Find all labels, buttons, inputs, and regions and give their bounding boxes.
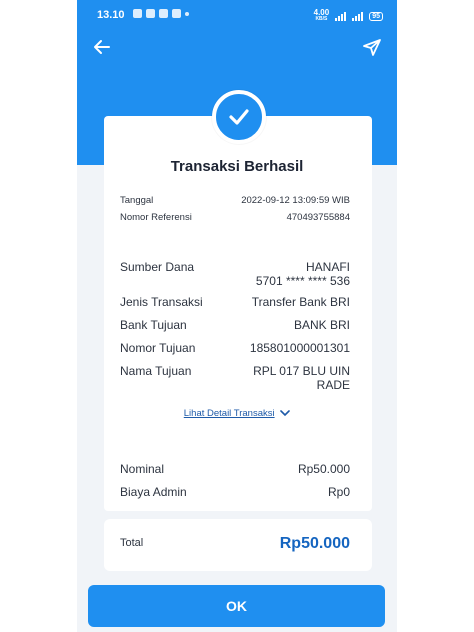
- transaction-type-row: [120, 295, 350, 309]
- status-indicators: [314, 9, 383, 23]
- destination-name-label: Nama Tujuan: [120, 364, 192, 378]
- notification-app-icon: [146, 9, 155, 18]
- date-row: [120, 195, 350, 206]
- transaction-type-label: Jenis Transaksi: [120, 295, 203, 309]
- notification-app-icon: [159, 9, 168, 18]
- destination-bank-row: [120, 318, 350, 332]
- phone-screen: [77, 0, 397, 632]
- ok-button[interactable]: OK: [88, 585, 385, 627]
- destination-name-line1: RPL 017 BLU UIN: [253, 364, 350, 378]
- view-transaction-detail-link[interactable]: [77, 408, 397, 419]
- destination-name-row: [120, 364, 350, 392]
- notification-icons: [133, 9, 189, 18]
- source-account-name: HANAFI: [305, 260, 350, 274]
- signal-icon: [352, 12, 363, 21]
- admin-fee-value: Rp0: [327, 485, 350, 499]
- chevron-down-icon: [280, 409, 290, 417]
- back-button[interactable]: [91, 36, 113, 58]
- view-transaction-detail-label: Lihat Detail Transaksi: [183, 408, 275, 419]
- destination-number-value: 185801000001301: [249, 341, 350, 355]
- reference-value: 470493755884: [286, 212, 350, 223]
- total-label: Total: [120, 537, 144, 549]
- notification-app-icon: [133, 9, 142, 18]
- destination-number-label: Nomor Tujuan: [120, 341, 196, 355]
- check-icon: [227, 105, 251, 129]
- destination-name-line2: RADE: [316, 378, 350, 392]
- reference-row: [120, 212, 350, 223]
- source-of-funds-row: [120, 260, 350, 288]
- destination-bank-value: BANK BRI: [293, 318, 350, 332]
- transaction-status-title: Transaksi Berhasil: [170, 158, 304, 175]
- date-value: 2022-09-12 13:09:59 WIB: [241, 195, 350, 206]
- back-arrow-icon: [91, 36, 113, 58]
- nominal-value: Rp50.000: [297, 462, 350, 476]
- network-speed: 4.00 KB/S: [313, 8, 330, 22]
- share-button[interactable]: [361, 36, 383, 58]
- success-badge: [212, 90, 266, 144]
- admin-fee-row: [120, 485, 350, 499]
- battery-icon: 95: [369, 12, 383, 21]
- source-of-funds-label: Sumber Dana: [120, 260, 195, 274]
- transaction-type-value: Transfer Bank BRI: [251, 295, 350, 309]
- notification-app-icon: [172, 9, 181, 18]
- notification-dot-icon: [185, 12, 189, 16]
- total-value: Rp50.000: [279, 535, 350, 552]
- destination-bank-label: Bank Tujuan: [120, 318, 187, 332]
- destination-number-row: [120, 341, 350, 355]
- admin-fee-label: Biaya Admin: [120, 485, 187, 499]
- date-label: Tanggal: [120, 195, 154, 206]
- signal-icon: [335, 12, 346, 21]
- source-account-number: 5701 **** **** 536: [255, 274, 350, 288]
- nominal-row: [120, 462, 350, 476]
- nominal-label: Nominal: [120, 462, 165, 476]
- send-icon: [361, 36, 383, 58]
- reference-label: Nomor Referensi: [120, 212, 192, 223]
- status-time: 13.10: [97, 9, 125, 21]
- status-bar: [77, 0, 397, 30]
- receipt-card: [104, 116, 372, 511]
